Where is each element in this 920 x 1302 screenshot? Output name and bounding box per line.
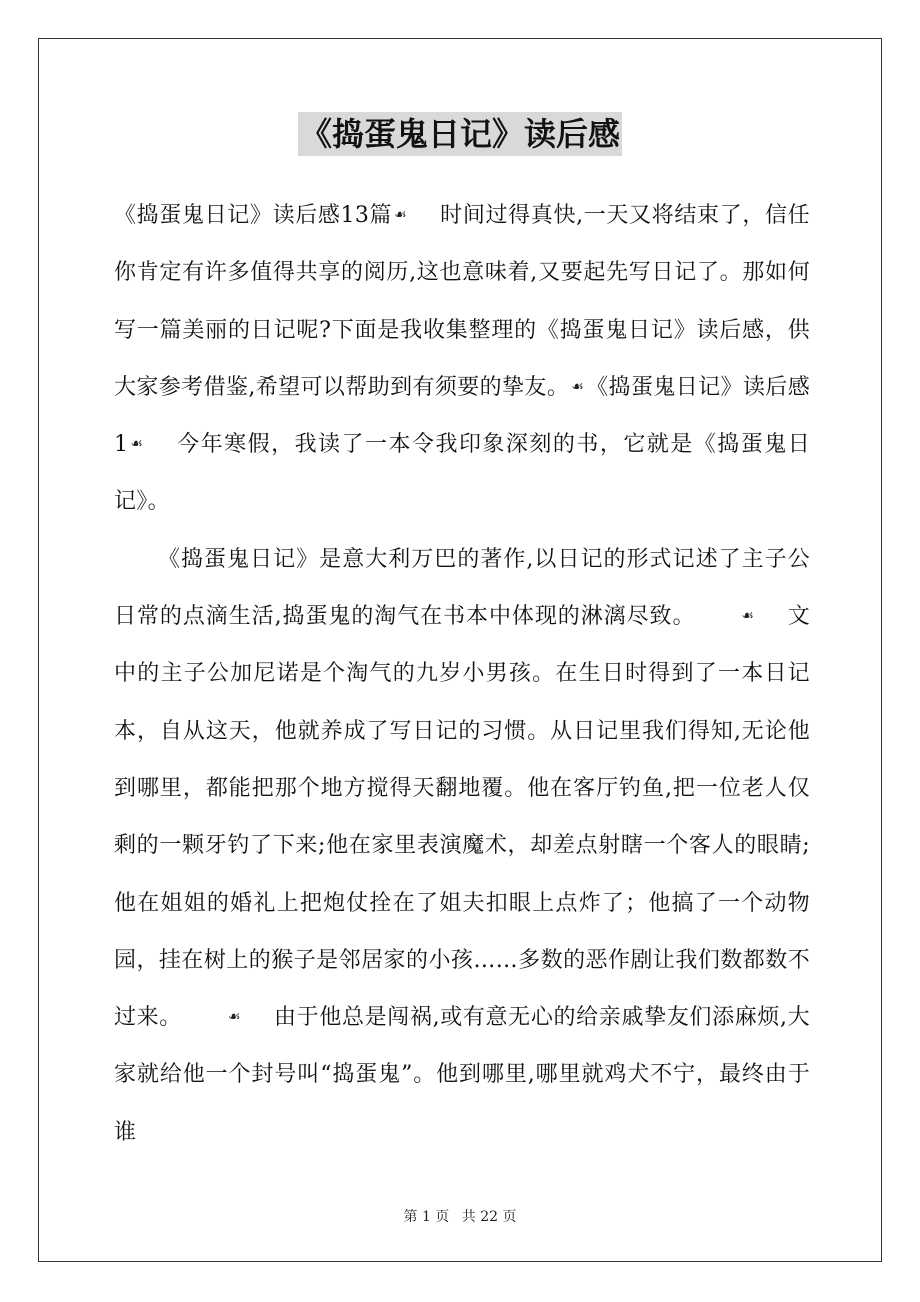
paragraph-intro bbox=[114, 187, 810, 531]
text-segment: 由于他总是闯祸,或有意无心的给亲戚挚友们添麻烦,大家就给他一个封号叫“捣蛋鬼”。他到哪里,哪里就鸡犬不宁，最终由于谁 bbox=[114, 1005, 810, 1145]
text-segment: 时间过得真快,一天又将结束了，信任你肯定有许多值得共享的阅历,这也意味着,又要起先写日记了。那如何写一篇美丽的日记呢?下面是我收集整理的《捣蛋鬼日记》读后感，供大家参考借鉴,希望可以帮助到有须要的挚友。 bbox=[114, 203, 810, 400]
text-segment: 《捣蛋鬼日记》读后感1 bbox=[114, 374, 810, 458]
page-total: 共 22 页 bbox=[461, 1209, 517, 1225]
separator-mark-icon: ☙ bbox=[741, 608, 755, 625]
page-footer bbox=[0, 1206, 920, 1226]
document-title: 《捣蛋鬼日记》读后感 bbox=[298, 112, 622, 156]
text-segment: 文中的主子公加尼诺是个淘气的九岁小男孩。在生日时得到了一本日记本，自从这天，他就养成了写日记的习惯。从日记里我们得知,无论他到哪里，都能把那个地方搅得天翻地覆。他在客厅钓鱼,把一位老人仅剩的一颗牙钓了下来;他在家里表演魔术，却差点射瞎一个客人的眼睛;他在姐姐的婚礼上把炮仗拴在了姐夫扣眼上点炸了；他搞了一个动物园，挂在树上的猴子是邻居家的小孩……多数的恶作剧让我们数都数不过来。 bbox=[114, 604, 811, 1031]
text-segment: 《捣蛋鬼日记》是意大利万巴的著作,以日记的形式记述了主子公日常的点滴生活,捣蛋鬼的淘气在书本中体现的淋漓尽致。 bbox=[114, 546, 810, 630]
separator-mark-icon: ☙ bbox=[130, 436, 144, 453]
document-body bbox=[114, 187, 810, 1161]
text-segment: 今年寒假，我读了一本令我印象深刻的书，它就是《捣蛋鬼日记》。 bbox=[114, 432, 810, 515]
page-number: 第 1 页 bbox=[403, 1209, 450, 1225]
separator-mark-icon: ☙ bbox=[571, 378, 585, 395]
separator-mark-icon: ☙ bbox=[227, 1009, 241, 1026]
paragraph-main bbox=[114, 531, 810, 1161]
separator-mark-icon: ☙ bbox=[394, 207, 408, 223]
title-area bbox=[0, 112, 920, 156]
text-segment: 《捣蛋鬼日记》读后感13篇 bbox=[114, 203, 393, 228]
